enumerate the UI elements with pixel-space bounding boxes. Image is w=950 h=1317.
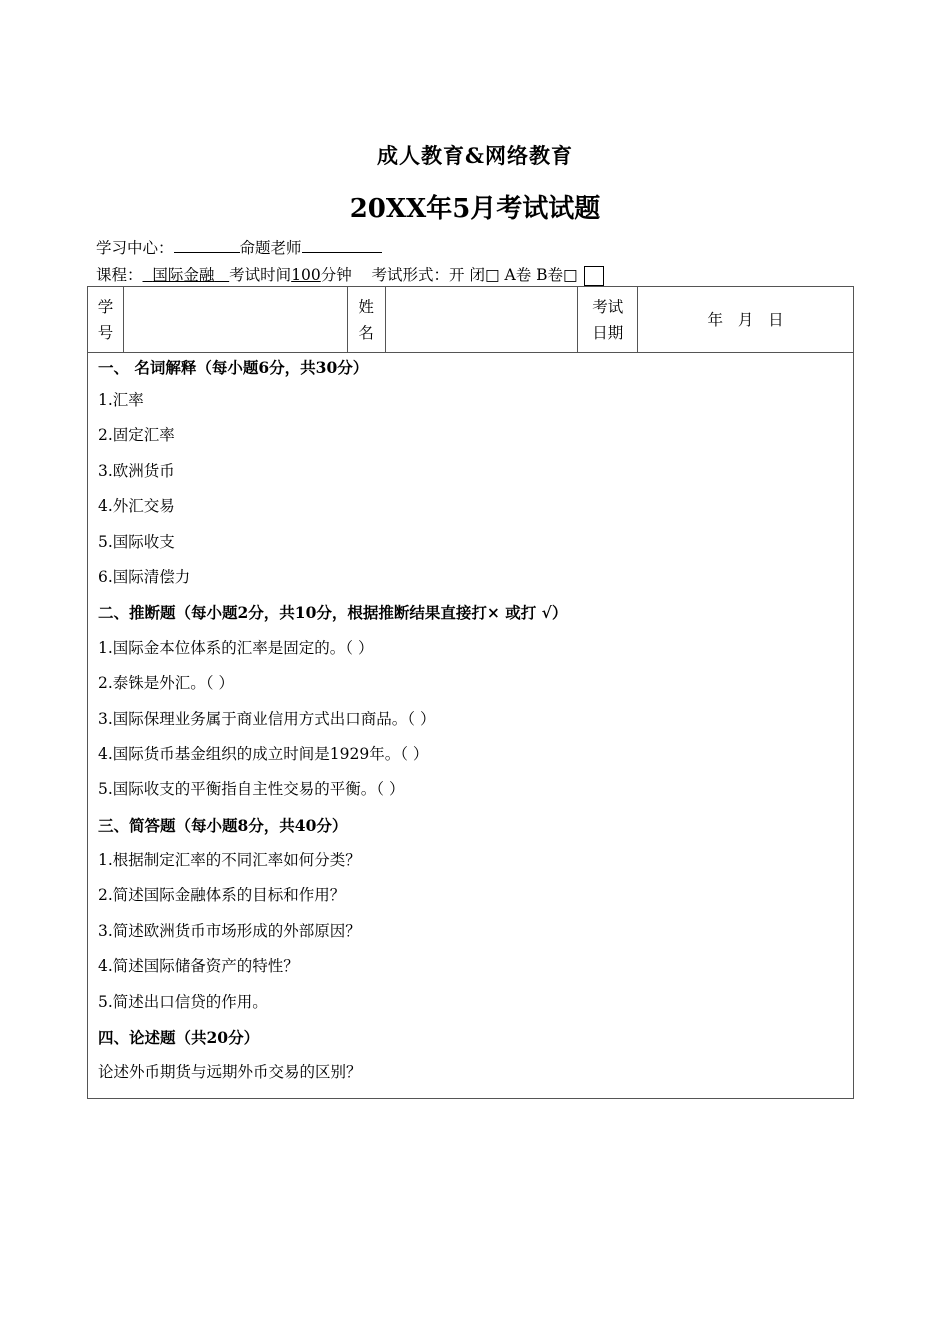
teacher-blank xyxy=(302,236,382,253)
exam-date-field[interactable]: 年 月 日 xyxy=(638,287,854,353)
section-heading: 四、论述题（共20分） xyxy=(98,1028,260,1048)
exam-time-unit: 分钟 xyxy=(320,266,352,284)
question-list xyxy=(98,353,853,1091)
question-item: 5.国际收支 xyxy=(98,532,175,551)
exam-title: 20XX年5月考试试题 xyxy=(349,194,601,224)
question-item: 2.固定汇率 xyxy=(98,426,175,445)
teacher-label: 命题老师 xyxy=(239,239,302,257)
student-no-label: 学 号 xyxy=(88,287,124,353)
question-item: 3.简述欧洲货币市场形成的外部原因？ xyxy=(98,921,361,940)
name-field[interactable] xyxy=(385,287,578,353)
question-item: 1.汇率 xyxy=(98,391,144,409)
section-heading: 三、简答题（每小题8分，共40分） xyxy=(98,815,348,835)
table-header-row xyxy=(88,287,854,353)
question-item: 3.欧洲货币 xyxy=(98,461,175,480)
question-item: 6.国际清偿力 xyxy=(98,567,191,586)
learning-center-label: 学习中心： xyxy=(96,239,174,257)
exam-date-label: 考试 日期 xyxy=(578,287,638,353)
name-label: 姓 名 xyxy=(347,287,385,353)
questions-cell xyxy=(88,353,854,1099)
exam-time-label: 考试时间 xyxy=(229,266,292,284)
course-label: 课程： xyxy=(96,266,143,284)
question-item: 4.简述国际储备资产的特性？ xyxy=(98,957,299,976)
question-item: 5.简述出口信贷的作用。 xyxy=(98,992,268,1011)
exam-form: 考试形式：开 闭□ A卷 B卷□ xyxy=(371,266,578,284)
question-item: 4.外汇交易 xyxy=(98,497,175,516)
question-item: 论述外币期货与远期外币交易的区别？ xyxy=(98,1063,362,1082)
question-item: 5.国际收支的平衡指自主性交易的平衡。（ ） xyxy=(98,780,405,799)
exam-time-value: 100 xyxy=(291,266,321,284)
course-value: 国际金融 xyxy=(152,266,215,284)
checkbox-box xyxy=(584,266,604,286)
question-item: 1.根据制定汇率的不同汇率如何分类？ xyxy=(98,851,361,870)
question-item: 1.国际金本位体系的汇率是固定的。（ ） xyxy=(98,638,374,657)
learning-center-blank xyxy=(174,236,240,253)
questions-row xyxy=(88,353,854,1099)
question-item: 4.国际货币基金组织的成立时间是1929年。（ ） xyxy=(98,744,429,763)
question-item: 2.简述国际金融体系的目标和作用？ xyxy=(98,886,346,905)
section-heading: 二、推断题（每小题2分，共10分，根据推断结果直接打× 或打 √） xyxy=(98,603,568,623)
student-no-field[interactable] xyxy=(123,287,347,353)
info-line-1 xyxy=(96,236,382,258)
info-line-2 xyxy=(96,263,604,286)
document-title: 成人教育&网络教育 xyxy=(377,143,573,168)
question-item: 2.泰铢是外汇。（ ） xyxy=(98,674,234,693)
section-heading: 一、 名词解释（每小题6分，共30分） xyxy=(98,358,369,377)
exam-table xyxy=(87,286,854,1099)
question-item: 3.国际保理业务属于商业信用方式出口商品。（ ） xyxy=(98,709,436,728)
